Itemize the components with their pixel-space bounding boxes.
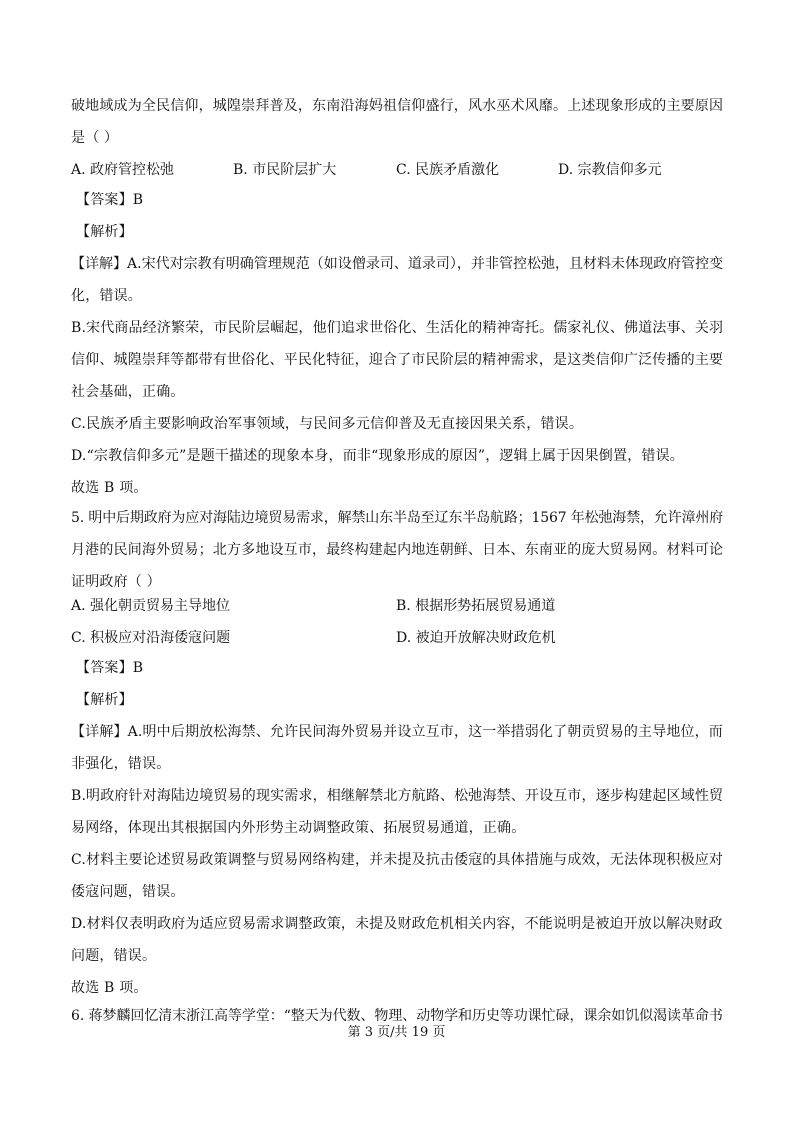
q5-stem-line-2: 月港的民间海外贸易；北方多地设互市，最终构建起内地连朝鲜、日本、东南亚的庞大贸易网。材料可论: [71, 542, 724, 558]
q5-detail-line-3: B.明政府针对海陆边境贸易的现实需求，相继解禁北方航路、松弛海禁、开设互市，逐步构建起区域性贸: [71, 788, 724, 804]
q5-stem-line-3: 证明政府（ ）: [71, 574, 161, 590]
q5-analysis-label: 【解析】: [76, 692, 133, 708]
q5-detail-line-8: 问题，错误。: [71, 948, 157, 964]
q4-option-b: B. 市民阶层扩大: [233, 162, 337, 178]
q5-detail-line-1: 【详解】A.明中后期放松海禁、允许民间海外贸易并设立互市，这一举措弱化了朝贡贸易的主导地位，而: [71, 724, 723, 740]
q6-stem-line-1: 6. 蒋梦麟回忆清末浙江高等学堂：“整天为代数、物理、动物学和历史等功课忙碌，课余如饥似渴读革命书: [71, 1008, 723, 1024]
q5-detail-line-2: 非强化，错误。: [71, 756, 171, 772]
q4-detail-line-3: B.宋代商品经济繁荣，市民阶层崛起，他们追求世俗化、生活化的精神寄托。儒家礼仪、佛道法事、关羽: [71, 320, 724, 336]
q5-detail-line-5: C.材料主要论述贸易政策调整与贸易网络构建，并未提及抗击倭寇的具体措施与成效，无法体现积极应对: [71, 852, 724, 868]
q4-detail-line-2: 化，错误。: [71, 288, 142, 304]
q4-analysis-label: 【解析】: [76, 224, 133, 240]
q5-detail-line-7: D.材料仅表明政府为适应贸易需求调整政策，未提及财政危机相关内容，不能说明是被迫开放以解决财政: [71, 916, 723, 932]
q4-stem-line-2: 是（ ）: [71, 130, 119, 146]
q5-option-d: D. 被迫开放解决财政危机: [396, 630, 556, 646]
q5-option-a: A. 强化朝贡贸易主导地位: [71, 598, 231, 614]
q5-detail-line-6: 倭寇问题，错误。: [71, 884, 185, 900]
q4-option-a: A. 政府管控松弛: [71, 162, 175, 178]
page-footer: 第 3 页/共 19 页: [347, 1025, 446, 1040]
q4-detail-line-4: 信仰、城隍崇拜等都带有世俗化、平民化特征，迎合了市民阶层的精神需求，是这类信仰广泛传播的主要: [71, 352, 724, 368]
q4-option-c: C. 民族矛盾激化: [396, 162, 500, 178]
q5-option-c: C. 积极应对沿海倭寇问题: [71, 630, 231, 646]
q4-detail-line-5: 社会基础，正确。: [71, 384, 185, 400]
q5-stem-line-1: 5. 明中后期政府为应对海陆边境贸易需求，解禁山东半岛至辽东半岛航路；1567 年松弛海禁，允许漳州府: [71, 510, 724, 526]
q4-answer: 【答案】B: [76, 192, 144, 208]
q5-answer: 【答案】B: [76, 660, 144, 676]
q4-detail-line-6: C.民族矛盾主要影响政治军事领域，与民间多元信仰普及无直接因果关系，错误。: [71, 416, 584, 432]
q4-conclusion: 故选 B 项。: [71, 480, 148, 496]
q4-detail-line-1: 【详解】A.宋代对宗教有明确管理规范（如设僧录司、道录司），并非管控松弛，且材料未体现政府管控变: [71, 256, 724, 272]
q4-stem-line-1: 破地域成为全民信仰，城隍崇拜普及，东南沿海妈祖信仰盛行，风水巫术风靡。上述现象形成的主要原因: [71, 98, 724, 114]
q5-option-b: B. 根据形势拓展贸易通道: [396, 598, 556, 614]
q4-option-d: D. 宗教信仰多元: [558, 162, 662, 178]
q5-detail-line-4: 易网络，体现出其根据国内外形势主动调整政策、拓展贸易通道，正确。: [71, 820, 526, 836]
q4-detail-line-7: D.“宗教信仰多元”是题干描述的现象本身，而非“现象形成的原因”，逻辑上属于因果倒置，错误。: [71, 448, 685, 464]
q5-conclusion: 故选 B 项。: [71, 980, 148, 996]
